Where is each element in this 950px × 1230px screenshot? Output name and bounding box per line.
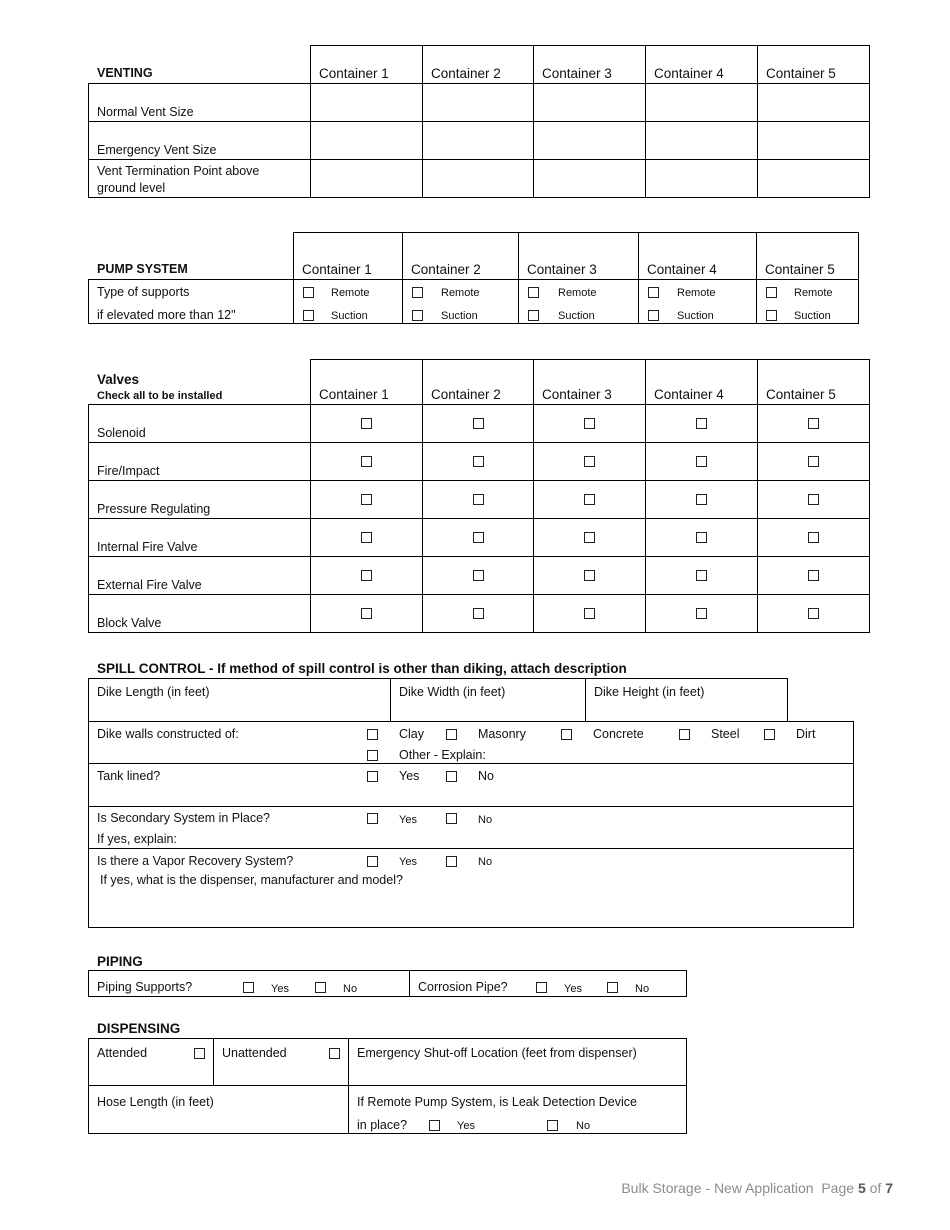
other-label: Other - Explain: bbox=[399, 748, 486, 762]
normal-vent-c4[interactable] bbox=[646, 84, 757, 121]
piping-supports-label: Piping Supports? bbox=[97, 980, 193, 994]
pump-c2-suction-checkbox[interactable] bbox=[412, 310, 423, 321]
vapor-no-checkbox[interactable] bbox=[446, 856, 457, 867]
pump-c3-suction-checkbox[interactable] bbox=[528, 310, 539, 321]
tank-lined-no-label: No bbox=[478, 769, 494, 783]
valves-col-header: Container 5 bbox=[766, 387, 836, 402]
pump-remote-label: Remote bbox=[677, 287, 716, 299]
valve-row-label: Fire/Impact bbox=[97, 464, 160, 478]
valves-col-header: Container 2 bbox=[431, 387, 501, 402]
pump-suction-label: Suction bbox=[558, 310, 595, 322]
piping-supports-no-checkbox[interactable] bbox=[315, 982, 326, 993]
vapor-yes-checkbox[interactable] bbox=[367, 856, 378, 867]
steel-label: Steel bbox=[711, 727, 740, 741]
venting-col-header: Container 1 bbox=[319, 66, 389, 81]
row-label-vent-termination: Vent Termination Point above bbox=[97, 164, 260, 178]
external-fire-valve-c2-checkbox[interactable] bbox=[473, 570, 484, 581]
secondary-no-label: No bbox=[478, 814, 493, 826]
footer-page-number: 5 bbox=[857, 1180, 866, 1196]
pump-c1-suction-checkbox[interactable] bbox=[303, 310, 314, 321]
venting-col-header: Container 2 bbox=[431, 66, 501, 81]
row-label-emergency-vent: Emergency Vent Size bbox=[97, 143, 217, 157]
fire-impact-c5-checkbox[interactable] bbox=[808, 456, 819, 467]
vent-termination-c5[interactable] bbox=[758, 160, 869, 197]
normal-vent-c1[interactable] bbox=[311, 84, 422, 121]
vapor-recovery-label: Is there a Vapor Recovery System? bbox=[97, 854, 294, 868]
leak-detection-yes-label: Yes bbox=[457, 1120, 475, 1132]
masonry-label: Masonry bbox=[478, 727, 526, 741]
tank-lined-yes-label: Yes bbox=[399, 769, 420, 783]
leak-detection-no-checkbox[interactable] bbox=[547, 1120, 558, 1131]
block-valve-c5-checkbox[interactable] bbox=[808, 608, 819, 619]
valves-col-header: Container 1 bbox=[319, 387, 389, 402]
leak-detection-no-label: No bbox=[576, 1120, 591, 1132]
footer-page-total: 7 bbox=[885, 1180, 893, 1196]
vapor-no-label: No bbox=[478, 856, 493, 868]
pump-suction-label: Suction bbox=[794, 310, 831, 322]
valves-col-header: Container 3 bbox=[542, 387, 612, 402]
pump-c3-remote-checkbox[interactable] bbox=[528, 287, 539, 298]
solenoid-c1-checkbox[interactable] bbox=[361, 418, 372, 429]
hose-length-label: Hose Length (in feet) bbox=[97, 1095, 214, 1109]
normal-vent-c5[interactable] bbox=[758, 84, 869, 121]
external-fire-valve-c3-checkbox[interactable] bbox=[584, 570, 595, 581]
pump-remote-label: Remote bbox=[794, 287, 833, 299]
pump-c5-suction-checkbox[interactable] bbox=[766, 310, 777, 321]
pump-col-header: Container 1 bbox=[302, 262, 372, 277]
vent-termination-c2[interactable] bbox=[423, 160, 533, 197]
leak-detection-label-2: in place? bbox=[357, 1118, 408, 1132]
normal-vent-c2[interactable] bbox=[423, 84, 533, 121]
pump-remote-label: Remote bbox=[331, 287, 370, 299]
pump-row-label: Type of supports bbox=[97, 285, 190, 299]
pump-remote-label: Remote bbox=[441, 287, 480, 299]
piping-title: PIPING bbox=[97, 954, 143, 969]
corrosion-yes-label: Yes bbox=[564, 983, 582, 995]
emergency-vent-c4[interactable] bbox=[646, 122, 757, 159]
solenoid-c5-checkbox[interactable] bbox=[808, 418, 819, 429]
pressure-regulating-c5-checkbox[interactable] bbox=[808, 494, 819, 505]
internal-fire-valve-c3-checkbox[interactable] bbox=[584, 532, 595, 543]
shutoff-location-label: Emergency Shut-off Location (feet from dispenser) bbox=[357, 1046, 637, 1060]
pump-col-header: Container 4 bbox=[647, 262, 717, 277]
page-footer bbox=[621, 1180, 893, 1196]
pump-suction-label: Suction bbox=[677, 310, 714, 322]
leak-detection-yes-checkbox[interactable] bbox=[429, 1120, 440, 1131]
pressure-regulating-c3-checkbox[interactable] bbox=[584, 494, 595, 505]
pressure-regulating-c1-checkbox[interactable] bbox=[361, 494, 372, 505]
emergency-vent-c3[interactable] bbox=[534, 122, 645, 159]
attended-checkbox[interactable] bbox=[194, 1048, 205, 1059]
footer-of: of bbox=[869, 1180, 882, 1196]
block-valve-c4-checkbox[interactable] bbox=[696, 608, 707, 619]
vapor-yes-label: Yes bbox=[399, 856, 417, 868]
footer-doc-title: Bulk Storage - New Application bbox=[621, 1180, 814, 1196]
pump-c5-remote-checkbox[interactable] bbox=[766, 287, 777, 298]
pump-col-header: Container 3 bbox=[527, 262, 597, 277]
leak-detection-label: If Remote Pump System, is Leak Detection Device bbox=[357, 1095, 637, 1109]
dike-width-field[interactable] bbox=[391, 700, 584, 720]
valves-title: Valves bbox=[97, 372, 140, 387]
dispensing-title: DISPENSING bbox=[97, 1021, 181, 1036]
shutoff-location-field[interactable] bbox=[349, 1063, 685, 1084]
internal-fire-valve-c1-checkbox[interactable] bbox=[361, 532, 372, 543]
tank-lined-label: Tank lined? bbox=[97, 769, 161, 783]
valve-row-label: Block Valve bbox=[97, 616, 162, 630]
fire-impact-c4-checkbox[interactable] bbox=[696, 456, 707, 467]
normal-vent-c3[interactable] bbox=[534, 84, 645, 121]
piping-supports-yes-label: Yes bbox=[271, 983, 289, 995]
vapor-details-field[interactable] bbox=[89, 892, 853, 926]
solenoid-c3-checkbox[interactable] bbox=[584, 418, 595, 429]
venting-title: VENTING bbox=[97, 66, 153, 80]
dike-length-field[interactable] bbox=[89, 700, 389, 720]
pump-c4-suction-checkbox[interactable] bbox=[648, 310, 659, 321]
pump-c4-remote-checkbox[interactable] bbox=[648, 287, 659, 298]
valves-subtitle: Check all to be installed bbox=[97, 390, 223, 402]
corrosion-yes-checkbox[interactable] bbox=[536, 982, 547, 993]
fire-impact-c2-checkbox[interactable] bbox=[473, 456, 484, 467]
pump-remote-label: Remote bbox=[558, 287, 597, 299]
pressure-regulating-c4-checkbox[interactable] bbox=[696, 494, 707, 505]
internal-fire-valve-c5-checkbox[interactable] bbox=[808, 532, 819, 543]
emergency-vent-c2[interactable] bbox=[423, 122, 533, 159]
pump-title: PUMP SYSTEM bbox=[97, 262, 188, 276]
clay-checkbox[interactable] bbox=[367, 729, 378, 740]
pump-suction-label: Suction bbox=[441, 310, 478, 322]
external-fire-valve-c1-checkbox[interactable] bbox=[361, 570, 372, 581]
block-valve-c3-checkbox[interactable] bbox=[584, 608, 595, 619]
fire-impact-c3-checkbox[interactable] bbox=[584, 456, 595, 467]
piping-supports-no-label: No bbox=[343, 983, 358, 995]
vent-termination-c1[interactable] bbox=[311, 160, 422, 197]
clay-label: Clay bbox=[399, 727, 425, 741]
vent-termination-c3[interactable] bbox=[534, 160, 645, 197]
tank-lined-no-checkbox[interactable] bbox=[446, 771, 457, 782]
dike-height-field[interactable] bbox=[586, 700, 786, 720]
valve-row-label: External Fire Valve bbox=[97, 578, 202, 592]
venting-col-header: Container 3 bbox=[542, 66, 612, 81]
corrosion-no-label: No bbox=[635, 983, 650, 995]
dike-length-label: Dike Length (in feet) bbox=[97, 685, 210, 699]
dirt-label: Dirt bbox=[796, 727, 816, 741]
piping-supports-yes-checkbox[interactable] bbox=[243, 982, 254, 993]
unattended-checkbox[interactable] bbox=[329, 1048, 340, 1059]
vent-termination-c4[interactable] bbox=[646, 160, 757, 197]
pump-suction-label: Suction bbox=[331, 310, 368, 322]
external-fire-valve-c4-checkbox[interactable] bbox=[696, 570, 707, 581]
dike-walls-label: Dike walls constructed of: bbox=[97, 727, 239, 741]
attended-label: Attended bbox=[97, 1046, 148, 1060]
pump-row-label-2: if elevated more than 12" bbox=[97, 308, 236, 322]
fire-impact-c1-checkbox[interactable] bbox=[361, 456, 372, 467]
block-valve-c1-checkbox[interactable] bbox=[361, 608, 372, 619]
secondary-no-checkbox[interactable] bbox=[446, 813, 457, 824]
corrosion-no-checkbox[interactable] bbox=[607, 982, 618, 993]
pump-col-header: Container 2 bbox=[411, 262, 481, 277]
emergency-vent-c1[interactable] bbox=[311, 122, 422, 159]
pump-c2-remote-checkbox[interactable] bbox=[412, 287, 423, 298]
footer-page-word: Page bbox=[821, 1180, 855, 1196]
hose-length-field[interactable] bbox=[89, 1112, 347, 1132]
valve-row-label: Solenoid bbox=[97, 426, 146, 440]
secondary-explain-label: If yes, explain: bbox=[97, 832, 177, 846]
internal-fire-valve-c2-checkbox[interactable] bbox=[473, 532, 484, 543]
valve-row-label: Pressure Regulating bbox=[97, 502, 211, 516]
solenoid-c4-checkbox[interactable] bbox=[696, 418, 707, 429]
masonry-checkbox[interactable] bbox=[446, 729, 457, 740]
tank-lined-yes-checkbox[interactable] bbox=[367, 771, 378, 782]
dike-height-label: Dike Height (in feet) bbox=[594, 685, 705, 699]
dike-width-label: Dike Width (in feet) bbox=[399, 685, 506, 699]
pump-col-header: Container 5 bbox=[765, 262, 835, 277]
unattended-label: Unattended bbox=[222, 1046, 287, 1060]
corrosion-pipe-label: Corrosion Pipe? bbox=[418, 980, 508, 994]
block-valve-c2-checkbox[interactable] bbox=[473, 608, 484, 619]
vapor-followup-label: If yes, what is the dispenser, manufacturer and model? bbox=[100, 873, 403, 887]
valves-col-header: Container 4 bbox=[654, 387, 724, 402]
internal-fire-valve-c4-checkbox[interactable] bbox=[696, 532, 707, 543]
secondary-system-label: Is Secondary System in Place? bbox=[97, 811, 270, 825]
pressure-regulating-c2-checkbox[interactable] bbox=[473, 494, 484, 505]
row-label-vent-termination-2: ground level bbox=[97, 181, 166, 195]
valve-row-label: Internal Fire Valve bbox=[97, 540, 198, 554]
concrete-checkbox[interactable] bbox=[561, 729, 572, 740]
solenoid-c2-checkbox[interactable] bbox=[473, 418, 484, 429]
spill-title: SPILL CONTROL - If method of spill control is other than diking, attach description bbox=[97, 661, 627, 676]
other-checkbox[interactable] bbox=[367, 750, 378, 761]
pump-c1-remote-checkbox[interactable] bbox=[303, 287, 314, 298]
emergency-vent-c5[interactable] bbox=[758, 122, 869, 159]
secondary-yes-label: Yes bbox=[399, 814, 417, 826]
steel-checkbox[interactable] bbox=[679, 729, 690, 740]
row-label-normal-vent: Normal Vent Size bbox=[97, 105, 194, 119]
external-fire-valve-c5-checkbox[interactable] bbox=[808, 570, 819, 581]
venting-col-header: Container 4 bbox=[654, 66, 724, 81]
secondary-yes-checkbox[interactable] bbox=[367, 813, 378, 824]
dirt-checkbox[interactable] bbox=[764, 729, 775, 740]
concrete-label: Concrete bbox=[593, 727, 644, 741]
venting-col-header: Container 5 bbox=[766, 66, 836, 81]
